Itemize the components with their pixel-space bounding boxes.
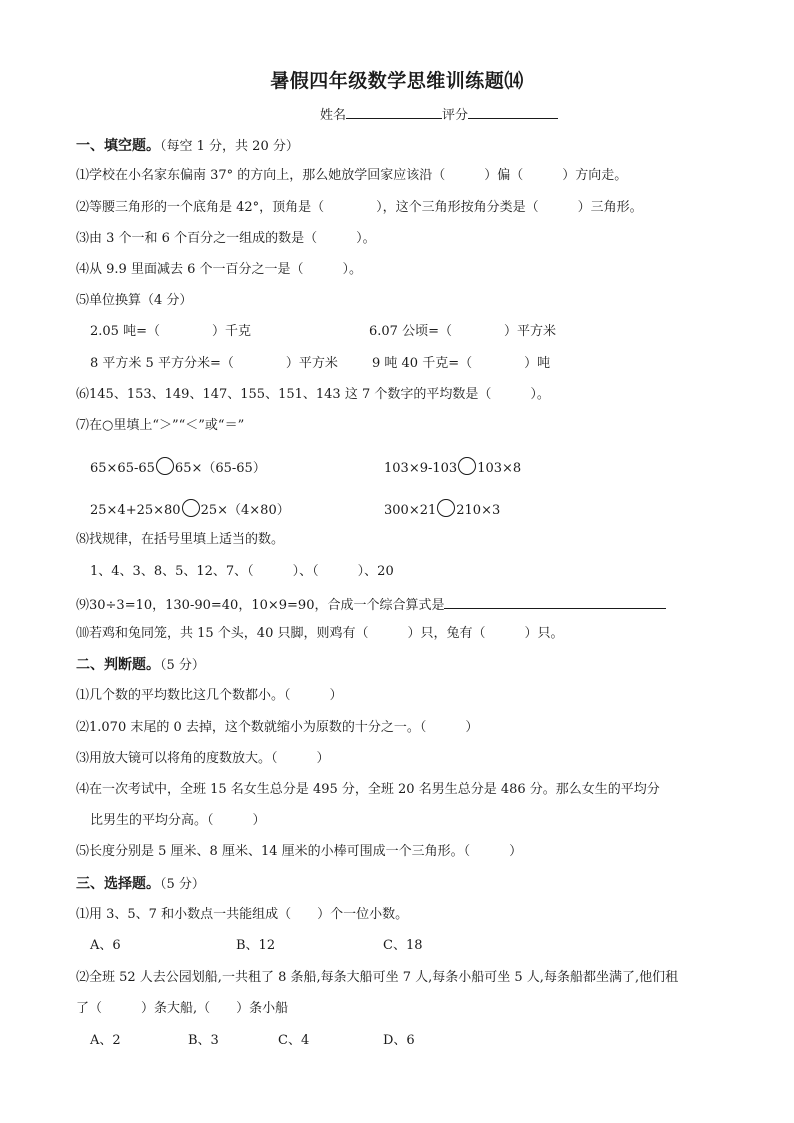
- name-blank[interactable]: [346, 104, 442, 119]
- compare-row-a-left: [90, 457, 266, 478]
- section-2-title: 二、判断题。: [76, 657, 160, 673]
- compare-row-d: [384, 499, 500, 520]
- name-score-row: [320, 104, 558, 123]
- q1-item-8a: 1、4、3、8、5、12、7、（ ）、（ ）、20: [90, 564, 394, 579]
- q1-item-4: ⑷从 9.9 里面减去 6 个一百分之一是（ ）。: [76, 262, 362, 277]
- section-3-heading: [76, 875, 205, 894]
- section-3-note: （5 分）: [160, 877, 205, 892]
- section-2-note: （5 分）: [160, 658, 205, 673]
- q2-item-4: ⑷在一次考试中，全班 15 名女生总分是 495 分，全班 20 名男生总分是 486 分。那么女生的平均分: [76, 782, 660, 797]
- compare-b-circle[interactable]: [458, 457, 476, 475]
- score-blank[interactable]: [468, 104, 558, 119]
- page-title: 暑假四年级数学思维训练题⒁: [270, 70, 524, 92]
- section-1-heading: [76, 137, 299, 156]
- compare-d-circle[interactable]: [437, 499, 455, 517]
- q1-item-9-answer-line[interactable]: [444, 594, 666, 609]
- q2-item-5: ⑸长度分别是 5 厘米、8 厘米、14 厘米的小棒可围成一个三角形。（ ）: [76, 844, 523, 859]
- section-2-heading: [76, 656, 205, 675]
- q3-item-2b: 了（ ）条大船,（ ）条小船: [76, 1001, 289, 1016]
- q3-item-1-option-c[interactable]: C、18: [383, 938, 423, 953]
- section-3-title: 三、选择题。: [76, 876, 160, 892]
- q2-item-1: ⑴几个数的平均数比这几个数都小。（ ）: [76, 688, 343, 703]
- score-label: 评分: [442, 108, 469, 123]
- q1-item-5b: 6.07 公顷=（ ）平方米: [369, 324, 556, 339]
- q1-item-8: ⑻找规律，在括号里填上适当的数。: [76, 532, 285, 547]
- q3-item-2-option-d[interactable]: D、6: [383, 1033, 415, 1048]
- q1-item-3: ⑶由 3 个一和 6 个百分之一组成的数是（ ）。: [76, 231, 376, 246]
- q1-item-7: ⑺在○里填上“＞”“＜”或“＝”: [76, 418, 245, 433]
- q3-item-1: ⑴用 3、5、7 和小数点一共能组成（ ）个一位小数。: [76, 907, 409, 922]
- q1-item-9-text: ⑼30÷3=10，130-90=40，10×9=90，合成一个综合算式是: [76, 598, 445, 613]
- q1-item-2: ⑵等腰三角形的一个底角是 42°，顶角是（ ），这个三角形按角分类是（ ）三角形。: [76, 200, 643, 215]
- compare-row-c: [90, 499, 290, 520]
- q3-item-1-option-b[interactable]: B、12: [236, 938, 276, 953]
- q1-item-1: ⑴学校在小名家东偏南 37° 的方向上，那么她放学回家应该沿（ ）偏（ ）方向走。: [76, 168, 628, 183]
- q2-item-2: ⑵1.070 末尾的 0 去掉，这个数就缩小为原数的十分之一。（ ）: [76, 720, 479, 735]
- q3-item-2: ⑵全班 52 人去公园划船,一共租了 8 条船,每条大船可坐 7 人,每条小船可坐 5 人,每条船都坐满了,他们租: [76, 970, 679, 985]
- q1-item-5: ⑸单位换算（4 分）: [76, 293, 193, 308]
- q2-item-3: ⑶用放大镜可以将角的度数放大。（ ）: [76, 751, 330, 766]
- compare-c-circle[interactable]: [182, 499, 200, 517]
- section-1-title: 一、填空题。: [76, 138, 160, 154]
- q1-item-9: [76, 594, 666, 615]
- q3-item-2-option-a[interactable]: A、2: [90, 1033, 121, 1048]
- compare-d-left-expr: 300×21: [384, 503, 437, 518]
- name-label: 姓名: [320, 108, 347, 123]
- q3-item-1-option-a[interactable]: A、6: [90, 938, 121, 953]
- q3-item-2-option-c[interactable]: C、4: [278, 1033, 310, 1048]
- compare-a-left-expr: 65×65-65: [90, 461, 155, 476]
- compare-b-left-expr: 103×9-103: [384, 461, 458, 476]
- q1-item-5d: 9 吨 40 千克=（ ）吨: [372, 356, 551, 371]
- q1-item-5a: 2.05 吨=（ ）千克: [90, 324, 251, 339]
- compare-row-b: [384, 457, 521, 478]
- compare-c-left-expr: 25×4+25×80: [90, 503, 181, 518]
- compare-c-right-expr: 25×（4×80）: [200, 503, 290, 518]
- q2-item-4b: 比男生的平均分高。（ ）: [90, 813, 266, 828]
- compare-d-right-expr: 210×3: [456, 503, 501, 518]
- q1-item-6: ⑹145、153、149、147、155、151、143 这 7 个数字的平均数是（ ）。: [76, 387, 550, 402]
- q1-item-10: ⑽若鸡和兔同笼，共 15 个头，40 只脚，则鸡有（ ）只，兔有（ ）只。: [76, 626, 564, 641]
- compare-a-circle[interactable]: [156, 457, 174, 475]
- compare-b-right-expr: 103×8: [477, 461, 522, 476]
- q3-item-2-option-b[interactable]: B、3: [188, 1033, 219, 1048]
- q1-item-5c: 8 平方米 5 平方分米=（ ）平方米: [90, 356, 338, 371]
- compare-a-right-expr: 65×（65-65）: [174, 461, 266, 476]
- section-1-note: （每空 1 分，共 20 分）: [160, 139, 299, 154]
